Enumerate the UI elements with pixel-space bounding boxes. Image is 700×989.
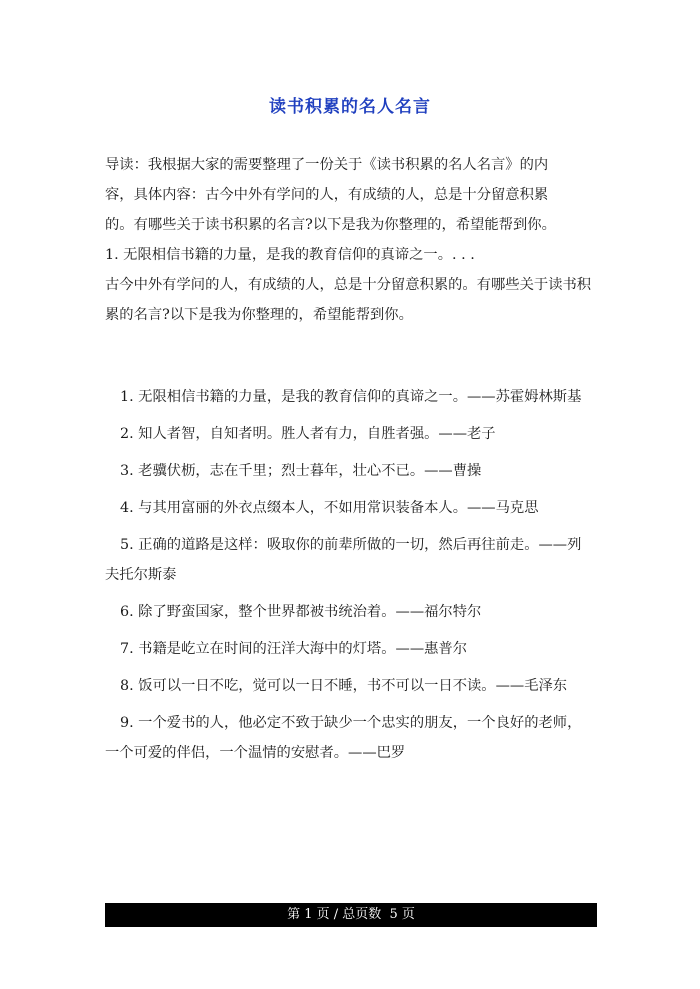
- list-item: 3. 老骥伏枥，志在千里；烈士暮年，壮心不已。——曹操: [120, 463, 482, 479]
- intro-line: 容，具体内容：古今中外有学问的人，有成绩的人，总是十分留意积累: [105, 187, 549, 203]
- document-title: 读书积累的名人名言: [269, 97, 431, 117]
- list-item: 2. 知人者智，自知者明。胜人者有力，自胜者强。——老子: [120, 426, 496, 442]
- page-number-text: 第 1 页 / 总页数 5 页: [287, 907, 415, 922]
- document-body: [105, 150, 595, 775]
- intro-line: 1. 无限相信书籍的力量，是我的教育信仰的真谛之一。. . .: [105, 247, 475, 263]
- intro-line: 导读：我根据大家的需要整理了一份关于《读书积累的名人名言》的内: [105, 157, 549, 173]
- summary-line: 古今中外有学问的人，有成绩的人，总是十分留意积累的。有哪些关: [105, 277, 534, 293]
- list-item: 5. 正确的道路是这样：吸取你的前辈所做的一切，然后再往前走。——列夫托尔斯泰: [105, 537, 582, 583]
- summary-paragraph: [105, 270, 595, 330]
- quote-list: [105, 382, 595, 768]
- list-item: 6. 除了野蛮国家，整个世界都被书统治着。——福尔特尔: [120, 604, 482, 620]
- list-item: 8. 饭可以一日不吃，觉可以一日不睡，书不可以一日不读。——毛泽东: [120, 678, 568, 694]
- list-item: 7. 书籍是屹立在时间的汪洋大海中的灯塔。——惠普尔: [120, 641, 468, 657]
- intro-section: [105, 150, 595, 330]
- page-footer: [105, 903, 597, 927]
- list-item: 9. 一个爱书的人，他必定不致于缺少一个忠实的朋友，一个良好的老师，一个可爱的伴侣，一个温情的安慰者。——巴罗: [105, 715, 582, 761]
- list-item: 4. 与其用富丽的外衣点缀本人，不如用常识装备本人。——马克思: [120, 500, 539, 516]
- list-item: 1. 无限相信书籍的力量，是我的教育信仰的真谛之一。——苏霍姆林斯基: [120, 389, 582, 405]
- summary-line: 于读书积累的名言?以下是我为你整理的，希望能帮到你。: [105, 277, 592, 323]
- intro-line: 的。有哪些关于读书积累的名言?以下是我为你整理的，希望能帮到你。: [105, 217, 556, 233]
